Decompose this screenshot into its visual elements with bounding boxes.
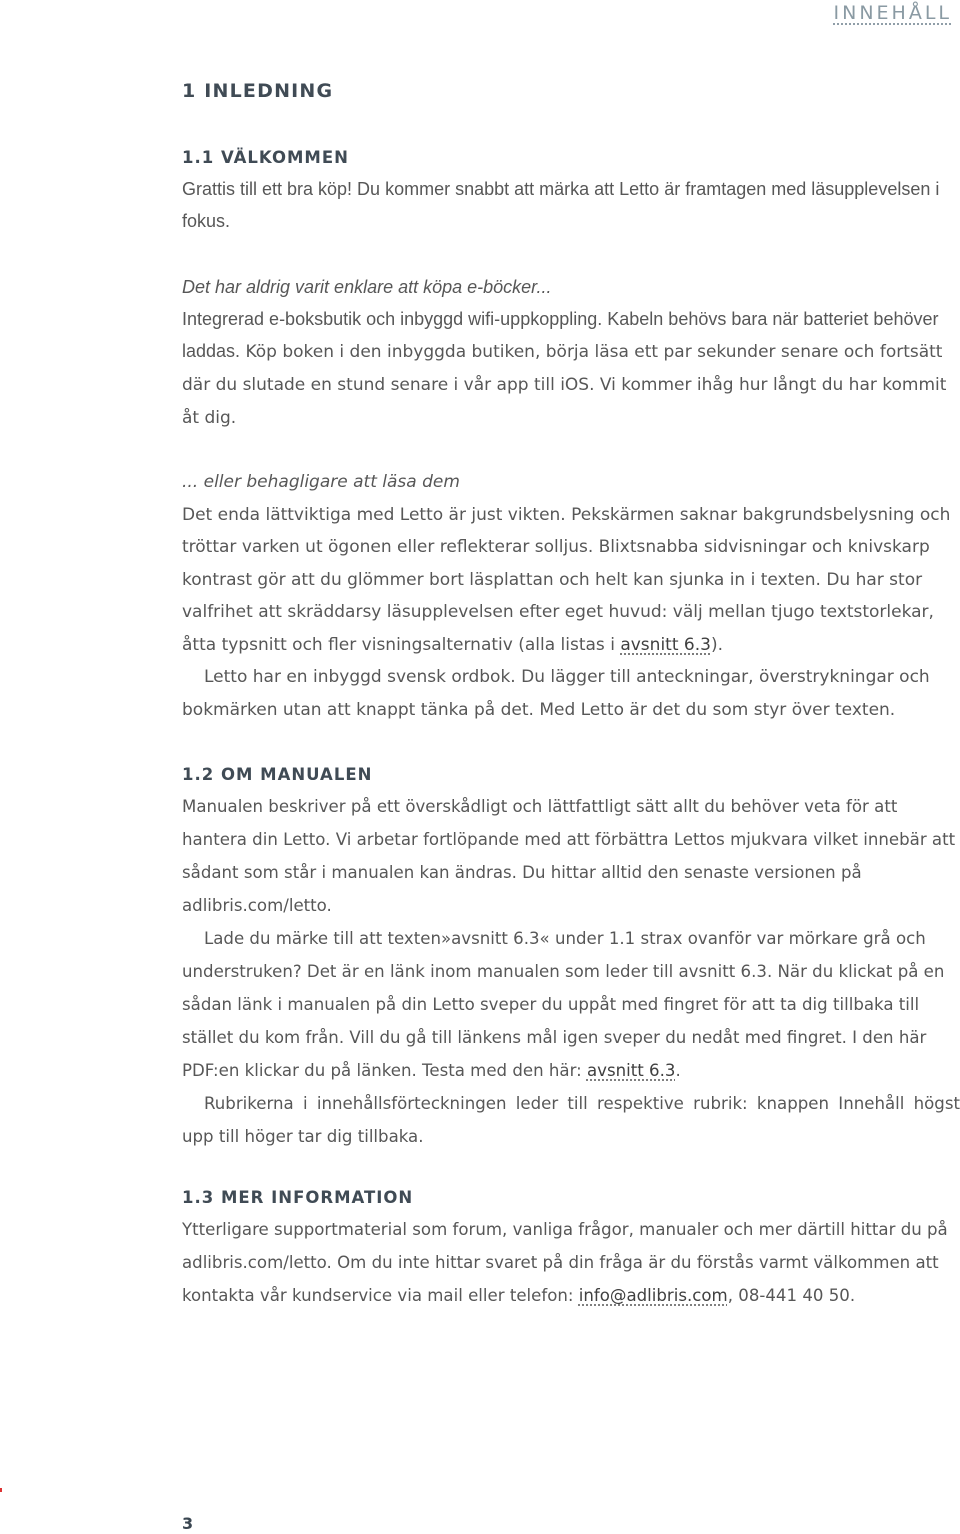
section-heading-1-1: 1.1 VÄLKOMMEN [182,148,349,167]
s11-paragraph-3: Letto har en inbyggd svensk ordbok. Du lägger till anteckningar, överstrykningar och bokmärken utan att knappt tänka på det. Med Letto är det du som styr över texten. [182,667,930,720]
page-number: 3 [182,1514,194,1533]
s12-paragraph-2-text: Lade du märke till att texten»avsnitt 6.3« under 1.1 strax ovanför var mörkare grå och understruken? Det är en länk inom manualen som leder till avsnitt 6.3. När du klickat på en sådan länk i manualen på din Letto sveper du uppåt med fingret för att ta dig tillbaka till stället du kom från. Vill du gå till länkens mål igen sveper du nedåt med fingret. I den här PDF:en klickar du på länken. Testa med den här: [182,929,945,1080]
s13-block [182,1213,960,1312]
section-link-6-3-example[interactable]: avsnitt 6.3 [586,1061,676,1080]
s13-paragraph-1 [182,1213,960,1312]
s11-paragraph-1 [182,303,960,434]
s11-paragraph-2 [182,499,960,662]
s13-phone: , 08-441 40 50. [727,1286,856,1305]
s11-paragraph-1b: Köp boken i den inbyggda butiken, börja läsa ett par sekunder senare och fortsätt där du slutade en stund senare i vår app till iOS. Vi kommer ihåg hur långt du har kommit åt dig. [182,342,947,428]
s11-paragraph-1a: Integrerad e-boksbutik och inbyggd wifi-uppkoppling. Kabeln behövs bara när batteriet behöver laddas. [182,309,939,361]
s11-paragraph-2-text: Det enda lättviktiga med Letto är just vikten. Pekskärmen saknar bakgrundsbelysning och tröttar varken ut ögonen eller reflekterar solljus. Blixtsnabba sidvisningar och knivskarp kontrast gör att du glömmer bort läsplattan och helt kan sjunka in i texten. Du har stor valfrihet att skräddarsy läsupplevelsen efter eget huvud: välj mellan tjugo textstorlekar, åtta typsnitt och fler visningsalternativ (alla listas i [182,504,951,655]
s11-subheading-2: ... eller behagligare att läsa dem [182,472,460,492]
email-link[interactable]: info@adlibris.com [578,1286,728,1305]
s12-paragraph-2 [182,922,960,1087]
s12-paragraph-1: Manualen beskriver på ett överskådligt och lättfattligt sätt allt du behöver veta för att hantera din Letto. Vi arbetar fortlöpande med att förbättra Lettos mjukvara vilket innebär att sådant som står i manualen kan ändras. Du hittar alltid den senaste versionen på adlibris.com/letto. [182,797,956,915]
s11-ebook-block [182,271,960,434]
s11-intro-block [182,173,960,237]
s11-reading-block [182,466,960,726]
margin-mark [0,1488,2,1492]
s11-subheading-1: Det har aldrig varit enklare att köpa e-böcker... [182,277,552,297]
s13-paragraph-1-text: Ytterligare supportmaterial som forum, vanliga frågor, manualer och mer därtill hittar du på adlibris.com/letto. Om du inte hittar svaret på din fråga är du förstås varmt välkommen att kontakta vår kundservice via mail eller telefon: [182,1220,948,1305]
toc-link[interactable]: INNEHÅLL [833,2,952,24]
s11-paragraph-2-end: ). [710,634,723,655]
section-heading-1-3: 1.3 MER INFORMATION [182,1188,414,1207]
section-heading-1-2: 1.2 OM MANUALEN [182,765,373,784]
s12-paragraph-2-end: . [675,1061,681,1080]
s12-block [182,790,960,1153]
s11-intro: Grattis till ett bra köp! Du kommer snabbt att märka att Letto är framtagen med läsupplevelsen i fokus. [182,179,940,231]
s12-paragraph-3: Rubrikerna i innehållsförteckningen leder till respektive rubrik: knappen Innehåll högst upp till höger tar dig tillbaka. [182,1094,960,1146]
chapter-title: 1 INLEDNING [182,80,334,102]
section-link-6-3[interactable]: avsnitt 6.3 [620,634,711,655]
